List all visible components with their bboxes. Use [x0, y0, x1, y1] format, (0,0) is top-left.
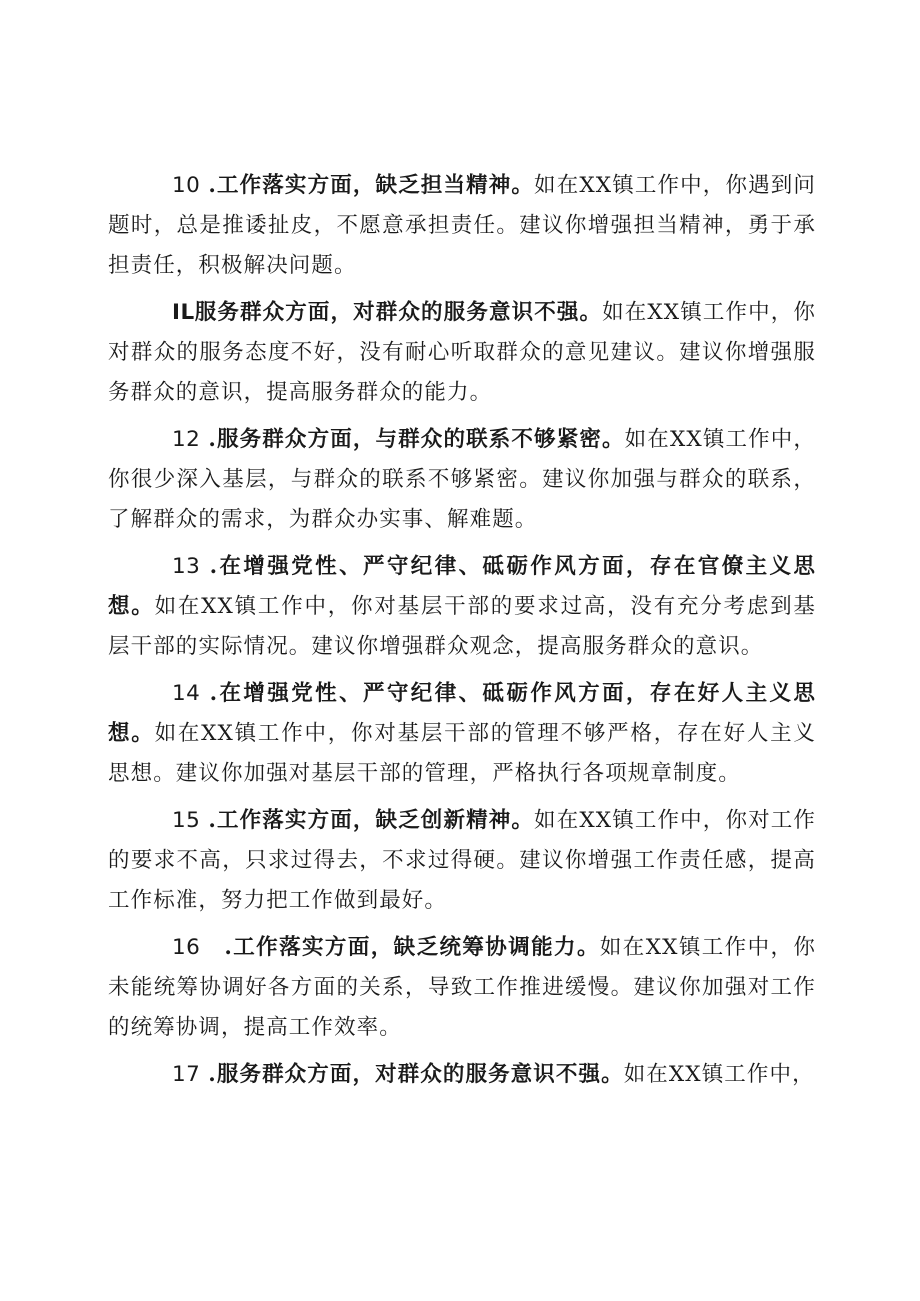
item-body: 如在XX镇工作中，你遇到问题时，总是推诿扯皮，不愿意承担责任。建议你增强担当精神，勇于承担责任，积极解决问题。: [108, 173, 816, 278]
item-title: .工作落实方面，缺乏统筹协调能力。: [224, 935, 600, 960]
item-body: 如在XX镇工作中，你对基层干部的要求过高，没有充分考虑到基层干部的实际情况。建议你增强群众观念，提高服务群众的意识。: [108, 594, 817, 659]
item-title: .服务群众方面，对群众的服务意识不强。: [208, 1062, 624, 1087]
paragraph-12: [108, 420, 816, 540]
item-body: 如在XX镇工作中，你对群众的服务态度不好，没有耐心听取群众的意见建议。建议你增强服务群众的意识，提高服务群众的能力。: [108, 300, 816, 405]
paragraph-17: [108, 1055, 816, 1095]
item-number: 17: [172, 1062, 201, 1087]
paragraph-10: [108, 166, 816, 286]
item-body: 如在XX镇工作中，你对基层干部的管理不够严格，存在好人主义思想。建议你加强对基层干部的管理，严格执行各项规章制度。: [108, 721, 817, 786]
item-number: 15: [172, 808, 201, 833]
paragraph-15: [108, 801, 816, 921]
paragraph-11: [108, 293, 816, 413]
paragraph-13: [108, 547, 816, 667]
item-number: 12: [172, 427, 201, 452]
item-body: 如在XX镇工作中，你很少深入基层，与群众的联系不够紧密。建议你加强与群众的联系，了解群众的需求，为群众办实事、解难题。: [108, 427, 817, 532]
paragraph-16: [108, 928, 816, 1048]
item-body: 如在XX镇工作中，你未能统筹协调好各方面的关系，导致工作推进缓慢。建议你加强对工作的统筹协调，提高工作效率。: [108, 935, 816, 1040]
item-body: 如在XX镇工作中，: [623, 1062, 815, 1087]
item-title: .在增强党性、严守纪律、砥砺作风方面，存在好人主义思想。: [108, 681, 816, 746]
item-number: 16: [172, 935, 201, 960]
item-number: 13: [172, 554, 201, 579]
item-number: IL: [172, 300, 195, 325]
item-title: .工作落实方面，缺乏创新精神。: [208, 808, 535, 833]
item-title: .在增强党性、严守纪律、砥砺作风方面，存在官僚主义思想。: [108, 554, 816, 619]
paragraph-14: [108, 674, 816, 794]
item-title: .服务群众方面，与群众的联系不够紧密。: [208, 427, 625, 452]
item-title: 服务群众方面，对群众的服务意识不强。: [194, 300, 603, 325]
item-number: 10: [172, 173, 201, 198]
item-number: 14: [172, 681, 201, 706]
item-title: .工作落实方面，缺乏担当精神。: [208, 173, 535, 198]
item-body: 如在XX镇工作中，你对工作的要求不高，只求过得去，不求过得硬。建议你增强工作责任感，提高工作标准，努力把工作做到最好。: [108, 808, 816, 913]
document-body: [108, 166, 816, 1102]
